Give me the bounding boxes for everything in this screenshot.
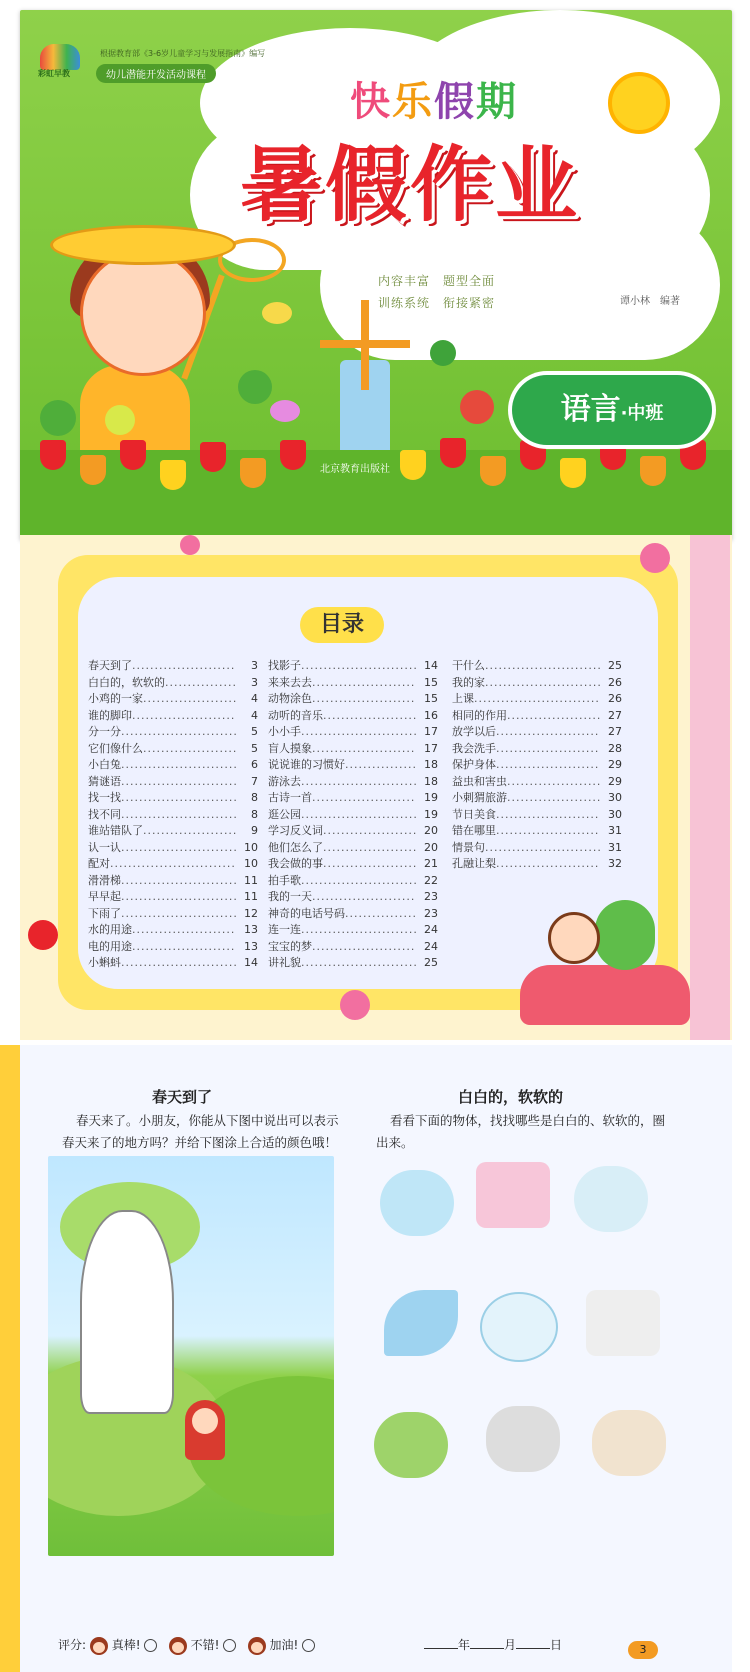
toc-leader bbox=[312, 691, 416, 708]
toc-entry-page: 23 bbox=[424, 906, 438, 920]
toc-entry-title: 上课 bbox=[452, 692, 474, 705]
toc-leader bbox=[485, 675, 600, 692]
book-cover bbox=[20, 10, 732, 540]
toc-leader bbox=[496, 856, 600, 873]
toc-entry-page: 21 bbox=[424, 857, 438, 870]
toc-entry[interactable] bbox=[268, 955, 438, 972]
toc-leader bbox=[132, 939, 236, 956]
toc-entry-page: 18 bbox=[424, 774, 438, 788]
flower-icon bbox=[640, 543, 670, 573]
toc-entry[interactable] bbox=[88, 807, 258, 824]
title-char: 假 bbox=[434, 79, 476, 125]
toc-entry-page: 13 bbox=[244, 923, 258, 936]
heart-icon bbox=[180, 535, 200, 555]
toc-entry-title: 我会洗手 bbox=[452, 741, 496, 755]
plate-icon[interactable] bbox=[480, 1292, 558, 1362]
child-face-icon bbox=[90, 1637, 108, 1655]
toc-entry[interactable] bbox=[88, 724, 258, 741]
toc-entry-title: 我的家 bbox=[452, 675, 485, 689]
toc-entry[interactable] bbox=[452, 724, 622, 741]
instruction-line: 春天来了。小朋友，你能从下图中说出可以表示 bbox=[76, 1113, 339, 1128]
subject-label: 语言 bbox=[560, 392, 621, 427]
toc-entry-page: 25 bbox=[608, 659, 622, 672]
score-circle[interactable] bbox=[302, 1639, 315, 1652]
toc-leader bbox=[312, 741, 416, 758]
toc-entry-title: 我的一天 bbox=[268, 890, 312, 903]
slogan-line: 内容丰富 题型全面 bbox=[378, 274, 496, 288]
toc-leader bbox=[121, 889, 236, 906]
happy-holiday-title bbox=[350, 70, 518, 127]
toc-entry[interactable] bbox=[268, 757, 438, 774]
contents-title: 目录 bbox=[300, 607, 384, 643]
exercise-title: 白白的，软软的 bbox=[458, 1088, 564, 1106]
toc-column-2 bbox=[268, 658, 438, 972]
toc-entry-title: 水的用途 bbox=[88, 923, 132, 936]
toc-entry-title: 小白兔 bbox=[88, 758, 121, 771]
year-blank[interactable] bbox=[424, 1648, 458, 1649]
toc-entry[interactable] bbox=[88, 790, 258, 807]
toc-entry-title: 小刺猬旅游 bbox=[452, 791, 507, 804]
toc-entry-page: 3 bbox=[251, 659, 258, 672]
cotton-icon[interactable] bbox=[574, 1166, 648, 1232]
toc-leader bbox=[474, 691, 600, 708]
toc-entry-title: 盲人摸象 bbox=[268, 741, 312, 755]
flower-icon bbox=[28, 920, 58, 950]
toc-entry[interactable] bbox=[268, 741, 438, 758]
toc-entry-title: 连一连 bbox=[268, 923, 301, 936]
toc-entry-page: 16 bbox=[424, 708, 438, 722]
sheep-icon[interactable] bbox=[592, 1410, 666, 1476]
toc-entry[interactable] bbox=[268, 658, 438, 675]
instruction-line: 看看下面的物体，找找哪些是白白的、软软的，圈 bbox=[390, 1113, 666, 1128]
toc-leader bbox=[496, 757, 600, 774]
toc-leader bbox=[312, 939, 416, 956]
toc-entry[interactable] bbox=[452, 856, 622, 873]
paper-icon[interactable] bbox=[586, 1290, 660, 1356]
tree-icon bbox=[105, 405, 135, 435]
toc-entry[interactable] bbox=[88, 906, 258, 923]
tree-icon bbox=[460, 390, 494, 424]
score-keep-going: 加油! bbox=[269, 1638, 299, 1652]
toc-entry[interactable] bbox=[88, 675, 258, 692]
toc-entry-title: 配对 bbox=[88, 857, 110, 870]
toc-entry[interactable] bbox=[88, 840, 258, 857]
score-label: 评分: bbox=[58, 1638, 87, 1652]
toc-leader bbox=[143, 823, 236, 840]
page-number: 3 bbox=[628, 1641, 658, 1659]
toc-entry[interactable] bbox=[88, 939, 258, 956]
toc-leader bbox=[121, 807, 236, 824]
toc-entry-page: 31 bbox=[608, 824, 622, 837]
tulip-icon bbox=[280, 440, 306, 470]
toc-entry-title: 错在哪里 bbox=[452, 824, 496, 837]
girl-hat bbox=[50, 225, 236, 265]
publisher-name: 北京教育出版社 bbox=[320, 464, 390, 475]
toc-leader bbox=[301, 955, 416, 972]
toc-entry-title: 电的用途 bbox=[88, 939, 132, 953]
toc-entry-page: 11 bbox=[244, 890, 258, 903]
toc-entry[interactable] bbox=[268, 906, 438, 923]
next-page-edge bbox=[690, 535, 730, 1040]
toc-entry-title: 它们像什么 bbox=[88, 741, 143, 755]
toc-leader bbox=[345, 757, 416, 774]
toc-entry-title: 保护身体 bbox=[452, 758, 496, 771]
tulip-icon bbox=[80, 455, 106, 485]
title-char: 快 bbox=[350, 79, 392, 125]
toc-entry[interactable] bbox=[88, 757, 258, 774]
toc-entry-title: 找影子 bbox=[268, 659, 301, 672]
cake-icon[interactable] bbox=[476, 1162, 550, 1228]
toc-entry[interactable] bbox=[88, 708, 258, 725]
toc-leader bbox=[496, 724, 600, 741]
toc-entry[interactable] bbox=[452, 741, 622, 758]
toc-entry[interactable] bbox=[268, 823, 438, 840]
toc-entry-title: 宝宝的梦 bbox=[268, 939, 312, 953]
tulip-icon bbox=[640, 456, 666, 486]
toc-leader bbox=[110, 856, 236, 873]
toc-entry-title: 谁的脚印 bbox=[88, 708, 132, 722]
toc-entry-page: 8 bbox=[251, 791, 258, 804]
toc-entry-title: 我会做的事 bbox=[268, 857, 323, 870]
toc-entry[interactable] bbox=[88, 856, 258, 873]
toc-column-3 bbox=[452, 658, 622, 873]
toc-entry-title: 逛公园 bbox=[268, 807, 301, 821]
toc-entry-page: 10 bbox=[244, 857, 258, 870]
toc-entry-title: 古诗一首 bbox=[268, 791, 312, 804]
toc-leader bbox=[323, 840, 416, 857]
toc-entry-title: 猜谜语 bbox=[88, 774, 121, 788]
toc-leader bbox=[121, 774, 236, 791]
toc-entry-title: 来来去去 bbox=[268, 675, 312, 689]
toc-entry[interactable] bbox=[452, 708, 622, 725]
score-row bbox=[58, 1636, 315, 1655]
date-month: 月 bbox=[504, 1638, 517, 1652]
subject-badge bbox=[512, 375, 712, 445]
toc-entry-title: 放学以后 bbox=[452, 725, 496, 738]
toc-entry[interactable] bbox=[268, 873, 438, 890]
toc-entry[interactable] bbox=[88, 823, 258, 840]
toc-entry-title: 讲礼貌 bbox=[268, 956, 301, 969]
toc-entry-title: 节日美食 bbox=[452, 807, 496, 821]
toc-leader bbox=[121, 873, 236, 890]
toc-entry-page: 6 bbox=[251, 758, 258, 771]
toc-leader bbox=[485, 658, 600, 675]
tulip-icon bbox=[440, 438, 466, 468]
toc-entry-title: 谁站错队了 bbox=[88, 824, 143, 837]
tulip-icon bbox=[120, 440, 146, 470]
toc-entry[interactable] bbox=[268, 807, 438, 824]
score-circle[interactable] bbox=[144, 1639, 157, 1652]
toc-entry-page: 9 bbox=[251, 824, 258, 837]
slogan-line: 训练系统 衔接紧密 bbox=[378, 296, 496, 310]
toc-entry-page: 26 bbox=[608, 692, 622, 705]
toc-entry[interactable] bbox=[452, 658, 622, 675]
toc-entry-page: 24 bbox=[424, 923, 438, 936]
toc-entry[interactable] bbox=[268, 774, 438, 791]
toc-entry[interactable] bbox=[88, 873, 258, 890]
toc-leader bbox=[165, 675, 236, 692]
toc-leader bbox=[496, 741, 600, 758]
toc-entry-title: 小蝌蚪 bbox=[88, 956, 121, 969]
toc-entry[interactable] bbox=[88, 889, 258, 906]
flower-icon bbox=[340, 990, 370, 1020]
girl-face bbox=[192, 1408, 218, 1434]
title-char: 乐 bbox=[392, 79, 434, 125]
toc-entry-title: 下雨了 bbox=[88, 906, 121, 920]
toc-entry-page: 14 bbox=[244, 956, 258, 969]
toc-entry-title: 白白的，软软的 bbox=[88, 675, 165, 689]
toc-entry[interactable] bbox=[452, 790, 622, 807]
toc-leader bbox=[132, 922, 236, 939]
toc-entry-title: 找一找 bbox=[88, 791, 121, 804]
toc-leader bbox=[323, 708, 416, 725]
score-great: 真棒! bbox=[111, 1638, 141, 1652]
cloud-icon[interactable] bbox=[380, 1170, 454, 1236]
toc-entry-page: 20 bbox=[424, 840, 438, 854]
toc-entry-title: 滑滑梯 bbox=[88, 873, 121, 887]
toc-entry-title: 益虫和害虫 bbox=[452, 774, 507, 788]
toc-leader bbox=[312, 790, 416, 807]
toc-entry-title: 分一分 bbox=[88, 725, 121, 738]
toc-entry-title: 找不同 bbox=[88, 807, 121, 821]
toc-leader bbox=[301, 922, 416, 939]
toc-entry-page: 14 bbox=[424, 659, 438, 672]
toc-entry-page: 30 bbox=[608, 791, 622, 804]
toc-entry-page: 20 bbox=[424, 824, 438, 837]
toc-entry-page: 29 bbox=[608, 774, 622, 788]
endorsement-text: 根据教育部《3-6岁儿童学习与发展指南》编写 bbox=[100, 49, 266, 58]
grade-label: ·中班 bbox=[620, 403, 664, 424]
toc-leader bbox=[323, 856, 416, 873]
toc-leader bbox=[312, 889, 416, 906]
windmill-blade bbox=[361, 300, 369, 390]
toc-entry[interactable] bbox=[268, 922, 438, 939]
toc-entry[interactable] bbox=[268, 889, 438, 906]
instruction-line: 春天来了的地方吗？并给下图涂上合适的颜色哦！ bbox=[62, 1135, 338, 1150]
toc-entry-title: 春天到了 bbox=[88, 659, 132, 672]
toc-entry-page: 26 bbox=[608, 675, 622, 689]
toc-leader bbox=[301, 774, 416, 791]
toc-entry[interactable] bbox=[88, 774, 258, 791]
toc-entry[interactable] bbox=[268, 675, 438, 692]
toc-entry-page: 17 bbox=[424, 725, 438, 738]
toc-leader bbox=[143, 741, 236, 758]
toc-entry-page: 4 bbox=[251, 708, 258, 722]
toc-leader bbox=[345, 906, 416, 923]
toc-entry[interactable] bbox=[452, 691, 622, 708]
child-character bbox=[548, 912, 600, 964]
toc-entry[interactable] bbox=[268, 691, 438, 708]
toc-entry-page: 25 bbox=[424, 956, 438, 969]
instruction-line: 出来。 bbox=[376, 1135, 414, 1150]
panda-icon[interactable] bbox=[486, 1406, 560, 1472]
butterfly-icon bbox=[262, 302, 292, 324]
toc-entry[interactable] bbox=[268, 856, 438, 873]
toc-entry-page: 19 bbox=[424, 791, 438, 804]
score-circle[interactable] bbox=[223, 1639, 236, 1652]
toc-leader bbox=[507, 708, 600, 725]
tulip-icon bbox=[400, 450, 426, 480]
toc-entry-page: 5 bbox=[251, 725, 258, 738]
toc-entry-page: 8 bbox=[251, 807, 258, 821]
brand-logo bbox=[40, 44, 80, 70]
toc-entry-page: 30 bbox=[608, 807, 622, 821]
toc-leader bbox=[121, 840, 236, 857]
author-credit: 谭小林 编著 bbox=[620, 296, 680, 307]
toc-entry[interactable] bbox=[88, 691, 258, 708]
toc-entry-title: 拍手歌 bbox=[268, 873, 301, 887]
child-face-icon bbox=[169, 1637, 187, 1655]
toc-entry[interactable] bbox=[268, 724, 438, 741]
toc-entry-title: 他们怎么了 bbox=[268, 840, 323, 854]
toc-entry[interactable] bbox=[88, 955, 258, 972]
toc-leader bbox=[507, 774, 600, 791]
toc-entry-page: 27 bbox=[608, 708, 622, 722]
toc-entry-title: 动物涂色 bbox=[268, 692, 312, 705]
toc-entry-page: 32 bbox=[608, 857, 622, 870]
frog-character bbox=[595, 900, 655, 970]
toc-entry-page: 12 bbox=[244, 906, 258, 920]
toc-leader bbox=[301, 724, 416, 741]
toc-entry-page: 24 bbox=[424, 939, 438, 953]
tulip-icon bbox=[480, 456, 506, 486]
toc-entry-title: 孔融让梨 bbox=[452, 857, 496, 870]
month-blank[interactable] bbox=[470, 1648, 504, 1649]
toc-entry-title: 说说谁的习惯好 bbox=[268, 758, 345, 771]
toc-entry-title: 情景句 bbox=[452, 840, 485, 854]
toc-entry-title: 认一认 bbox=[88, 840, 121, 854]
toc-entry[interactable] bbox=[452, 823, 622, 840]
exercise-instruction bbox=[62, 1110, 339, 1154]
toc-entry-page: 27 bbox=[608, 725, 622, 738]
tree-icon bbox=[40, 400, 76, 436]
tulip-icon bbox=[200, 442, 226, 472]
toc-leader bbox=[143, 691, 236, 708]
tree-trunk-outline bbox=[80, 1210, 174, 1414]
day-blank[interactable] bbox=[516, 1648, 550, 1649]
toc-entry-page: 19 bbox=[424, 807, 438, 821]
toc-entry[interactable] bbox=[452, 675, 622, 692]
date-row bbox=[424, 1636, 562, 1653]
toc-entry-page: 13 bbox=[244, 939, 258, 953]
toc-leader bbox=[301, 658, 416, 675]
date-year: 年 bbox=[458, 1638, 471, 1652]
toc-entry-page: 28 bbox=[608, 741, 622, 755]
toc-entry-page: 29 bbox=[608, 758, 622, 771]
toc-entry[interactable] bbox=[268, 840, 438, 857]
toc-leader bbox=[121, 724, 236, 741]
tulip-icon bbox=[240, 458, 266, 488]
toc-leader bbox=[496, 823, 600, 840]
title-char: 期 bbox=[476, 79, 518, 125]
toc-entry[interactable] bbox=[88, 922, 258, 939]
toc-entry-page: 23 bbox=[424, 890, 438, 903]
toc-entry-page: 15 bbox=[424, 675, 438, 689]
toc-entry[interactable] bbox=[452, 807, 622, 824]
toc-entry-page: 3 bbox=[251, 675, 258, 689]
tulip-icon bbox=[680, 440, 706, 470]
score-good: 不错! bbox=[190, 1638, 220, 1652]
toc-column-1 bbox=[88, 658, 258, 972]
toc-leader bbox=[496, 807, 600, 824]
toc-entry-page: 22 bbox=[424, 873, 438, 887]
date-day: 日 bbox=[550, 1638, 563, 1652]
tulip-icon bbox=[40, 440, 66, 470]
toc-entry-title: 游泳去 bbox=[268, 774, 301, 788]
toc-entry-page: 10 bbox=[244, 840, 258, 854]
child-face-icon bbox=[248, 1637, 266, 1655]
main-title: 暑假作业 bbox=[240, 138, 581, 233]
toc-entry-page: 15 bbox=[424, 692, 438, 705]
exercise-instruction bbox=[376, 1110, 696, 1154]
toy-car bbox=[520, 965, 690, 1025]
toc-entry[interactable] bbox=[88, 741, 258, 758]
toc-entry[interactable] bbox=[452, 774, 622, 791]
toc-entry[interactable] bbox=[452, 840, 622, 857]
toc-entry-title: 学习反义词 bbox=[268, 824, 323, 837]
exercise-title: 春天到了 bbox=[152, 1088, 213, 1106]
toc-entry-title: 小小手 bbox=[268, 725, 301, 738]
toc-leader bbox=[485, 840, 600, 857]
tulip-icon bbox=[560, 458, 586, 488]
toc-entry-page: 18 bbox=[424, 758, 438, 771]
toc-leader bbox=[132, 658, 236, 675]
course-label: 幼儿潜能开发活动课程 bbox=[96, 64, 216, 83]
toc-entry-title: 相同的作用 bbox=[452, 708, 507, 722]
toc-leader bbox=[301, 807, 416, 824]
toc-leader bbox=[323, 823, 416, 840]
toc-leader bbox=[301, 873, 416, 890]
toc-entry[interactable] bbox=[268, 708, 438, 725]
brand-logo-text: 彩虹早教 bbox=[38, 69, 70, 78]
toc-entry-page: 17 bbox=[424, 741, 438, 755]
toc-entry[interactable] bbox=[88, 658, 258, 675]
toc-entry-title: 神奇的电话号码 bbox=[268, 906, 345, 920]
toc-entry-page: 11 bbox=[244, 873, 258, 887]
toc-entry-title: 干什么 bbox=[452, 659, 485, 672]
toc-entry-title: 早早起 bbox=[88, 890, 121, 903]
toc-leader bbox=[132, 708, 236, 725]
toc-leader bbox=[121, 906, 236, 923]
butterfly-icon bbox=[270, 400, 300, 422]
toc-entry-page: 4 bbox=[251, 692, 258, 705]
toc-leader bbox=[507, 790, 600, 807]
toc-entry[interactable] bbox=[268, 939, 438, 956]
toc-entry-page: 7 bbox=[251, 774, 258, 788]
toc-entry[interactable] bbox=[268, 790, 438, 807]
toc-entry-page: 31 bbox=[608, 840, 622, 854]
girl-face bbox=[80, 250, 206, 376]
tree-icon bbox=[238, 370, 272, 404]
toc-entry-page: 5 bbox=[251, 741, 258, 755]
caterpillar-icon[interactable] bbox=[374, 1412, 448, 1478]
toc-entry[interactable] bbox=[452, 757, 622, 774]
sun-icon bbox=[608, 72, 670, 134]
toc-leader bbox=[121, 757, 236, 774]
tulip-icon bbox=[160, 460, 186, 490]
toc-entry-title: 动听的音乐 bbox=[268, 708, 323, 722]
toc-leader bbox=[121, 955, 236, 972]
toc-leader bbox=[121, 790, 236, 807]
tree-icon bbox=[430, 340, 456, 366]
toc-leader bbox=[312, 675, 416, 692]
toc-entry-title: 小鸡的一家 bbox=[88, 692, 143, 705]
